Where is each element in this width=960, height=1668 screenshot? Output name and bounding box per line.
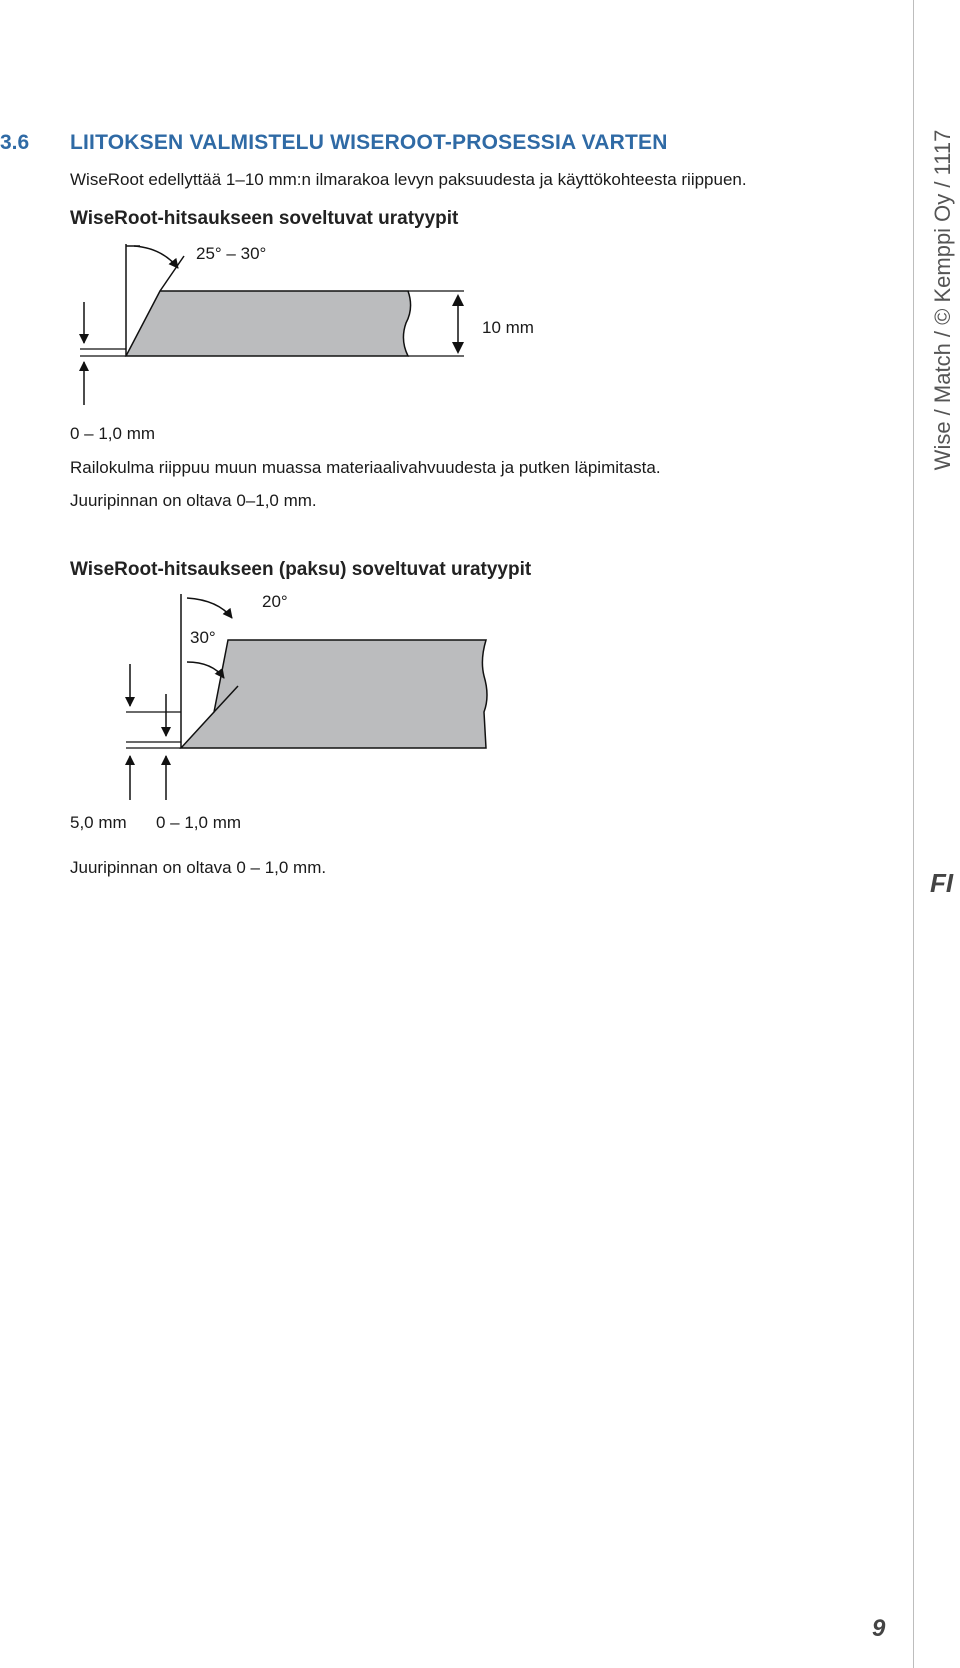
diagram1-angle-arc (134, 246, 178, 268)
diagram1-angle-label: 25° – 30° (196, 244, 267, 263)
diagram2-angle-upper-arc (187, 598, 232, 618)
diagram2-angle-upper-label: 20° (262, 592, 288, 611)
section-number: 3.6 (0, 131, 30, 154)
diagram2-dim-left-label: 5,0 mm (70, 813, 127, 832)
page-number: 9 (872, 1615, 886, 1642)
sidebar-divider (913, 0, 914, 1668)
diagram1-note-line2: Juuripinnan on oltava 0–1,0 mm. (70, 491, 317, 510)
diagram2-plate (181, 640, 487, 748)
diagram2-note: Juuripinnan on oltava 0 – 1,0 mm. (70, 858, 327, 877)
diagram2-dim-right-label: 0 – 1,0 mm (156, 813, 242, 832)
diagram1-thickness-label: 10 mm (482, 318, 534, 337)
diagram2-angle-lower-arc (187, 662, 224, 678)
diagram1-gap-label: 0 – 1,0 mm (70, 424, 156, 443)
intro-text: WiseRoot edellyttää 1–10 mm:n ilmarakoa levyn paksuudesta ja käyttökohteesta riippuen. (70, 170, 747, 189)
section-title: LIITOKSEN VALMISTELU WISEROOT-PROSESSIA VARTEN (70, 131, 668, 154)
language-label: FI (930, 868, 954, 898)
diagram2-angle-lower-label: 30° (190, 628, 216, 647)
diagram2-heading: WiseRoot-hitsaukseen (paksu) soveltuvat uratyypit (70, 559, 532, 580)
diagram1-plate (126, 291, 411, 356)
sidebar-vertical-text: Wise / Match / © Kemppi Oy / 1117 (930, 129, 955, 471)
diagram1-heading: WiseRoot-hitsaukseen soveltuvat uratyypit (70, 208, 459, 229)
diagram1-note-line1: Railokulma riippuu muun muassa materiaalivahvuudesta ja putken läpimitasta. (70, 458, 661, 477)
